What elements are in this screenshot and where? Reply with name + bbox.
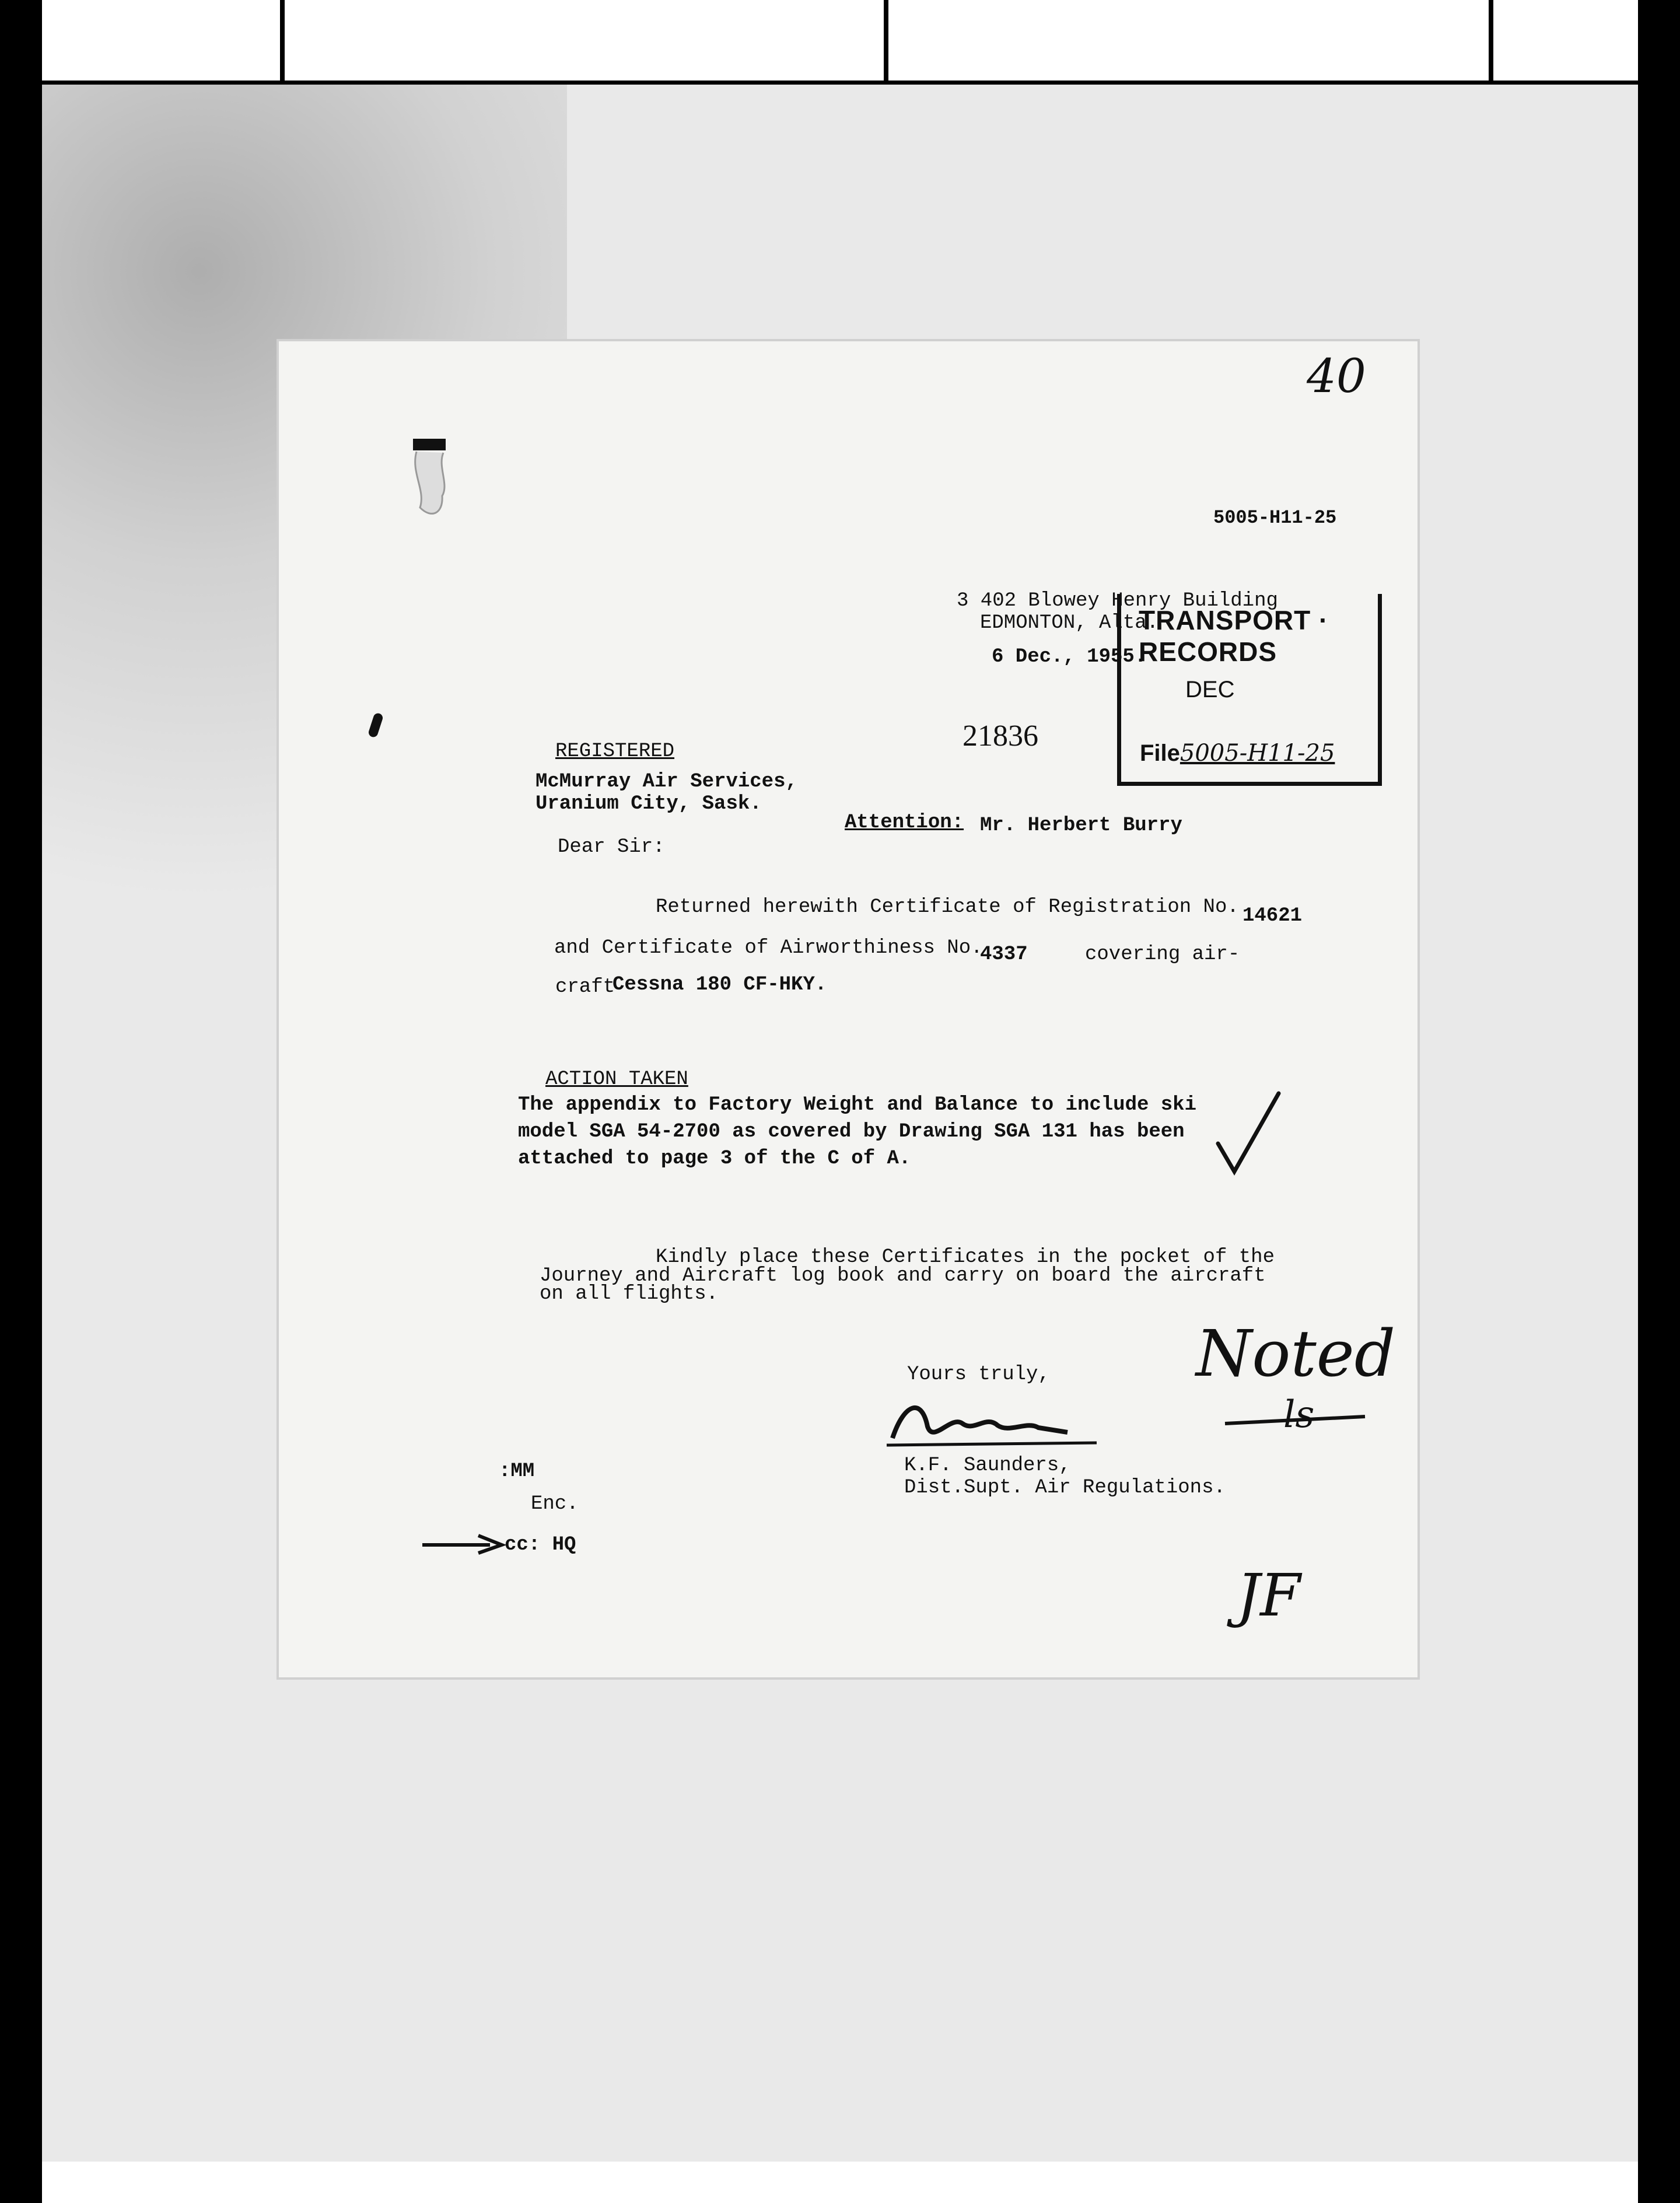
reference-number: 21836 xyxy=(963,719,1038,753)
stamp-month: DEC xyxy=(1185,677,1235,702)
handwritten-initials-bottom: JF xyxy=(1237,1561,1301,1629)
letter-date: 6 Dec., 1955. xyxy=(992,646,1147,668)
stamp-file-line xyxy=(1140,740,1335,767)
recipient-name: McMurray Air Services, xyxy=(536,771,797,793)
stamp-file-label: File xyxy=(1140,740,1180,766)
airworthiness-number: 4337 xyxy=(980,943,1028,966)
body-line-2-end: covering air- xyxy=(1085,943,1240,966)
body-line-3: craft xyxy=(555,976,615,998)
letter-page xyxy=(279,341,1418,1677)
records-stamp xyxy=(1117,594,1382,786)
handwritten-noted-initials: ls xyxy=(1283,1393,1315,1436)
address-line-1: 3 402 Blowey Henry Building xyxy=(957,590,1278,612)
action-line-2: model SGA 54-2700 as covered by Drawing SGA 131 has been xyxy=(518,1121,1185,1143)
page-number-handwritten: 40 xyxy=(1307,349,1366,403)
attention-name: Mr. Herbert Burry xyxy=(980,814,1182,837)
registered-label: REGISTERED xyxy=(555,740,675,763)
aircraft-designation: Cessna 180 CF-HKY. xyxy=(612,974,827,996)
address-line-2: EDMONTON, Alta. xyxy=(980,612,1159,634)
action-line-1: The appendix to Factory Weight and Balance to include ski xyxy=(518,1094,1196,1116)
typist-initials: :MM xyxy=(499,1460,535,1482)
signature xyxy=(881,1391,1102,1456)
kindly-line-3: on all flights. xyxy=(540,1283,719,1305)
stamp-file-value: 5005-H11-25 xyxy=(1180,740,1335,767)
kindly-line-2: Journey and Aircraft log book and carry on board the aircraft xyxy=(540,1265,1266,1287)
attention-label: Attention: xyxy=(845,812,964,834)
body-line-2: and Certificate of Airworthiness No. xyxy=(554,937,983,959)
handwritten-noted: Noted xyxy=(1196,1316,1396,1391)
kindly-line-1: Kindly place these Certificates in the pocket of the xyxy=(656,1246,1275,1268)
registration-number: 14621 xyxy=(1242,905,1303,927)
stamp-heading: TRANSPORT · RECORDS xyxy=(1139,605,1329,667)
signatory-name: K.F. Saunders, xyxy=(904,1454,1071,1477)
action-heading: ACTION TAKEN xyxy=(545,1068,688,1090)
recipient-place: Uranium City, Sask. xyxy=(536,793,762,815)
signatory-title: Dist.Supt. Air Regulations. xyxy=(904,1477,1226,1499)
arrow-mark xyxy=(420,1532,508,1555)
frame-divider xyxy=(884,0,888,85)
check-mark xyxy=(1213,1090,1283,1183)
handwritten-underline xyxy=(1219,1406,1371,1435)
carbon-copy-note: cc: HQ xyxy=(505,1534,576,1556)
enclosure-note: Enc. xyxy=(531,1493,579,1515)
film-frame-bottom xyxy=(42,2162,1638,2203)
file-code: 5005-H11-25 xyxy=(1213,507,1337,529)
salutation: Dear Sir: xyxy=(558,836,665,858)
paper-clip-mark xyxy=(408,426,455,531)
closing-yours-truly: Yours truly, xyxy=(907,1363,1050,1386)
frame-divider xyxy=(280,0,285,85)
body-line-1: Returned herewith Certificate of Registration No. xyxy=(656,896,1239,918)
action-line-3: attached to page 3 of the C of A. xyxy=(518,1148,911,1170)
frame-divider xyxy=(1489,0,1493,85)
